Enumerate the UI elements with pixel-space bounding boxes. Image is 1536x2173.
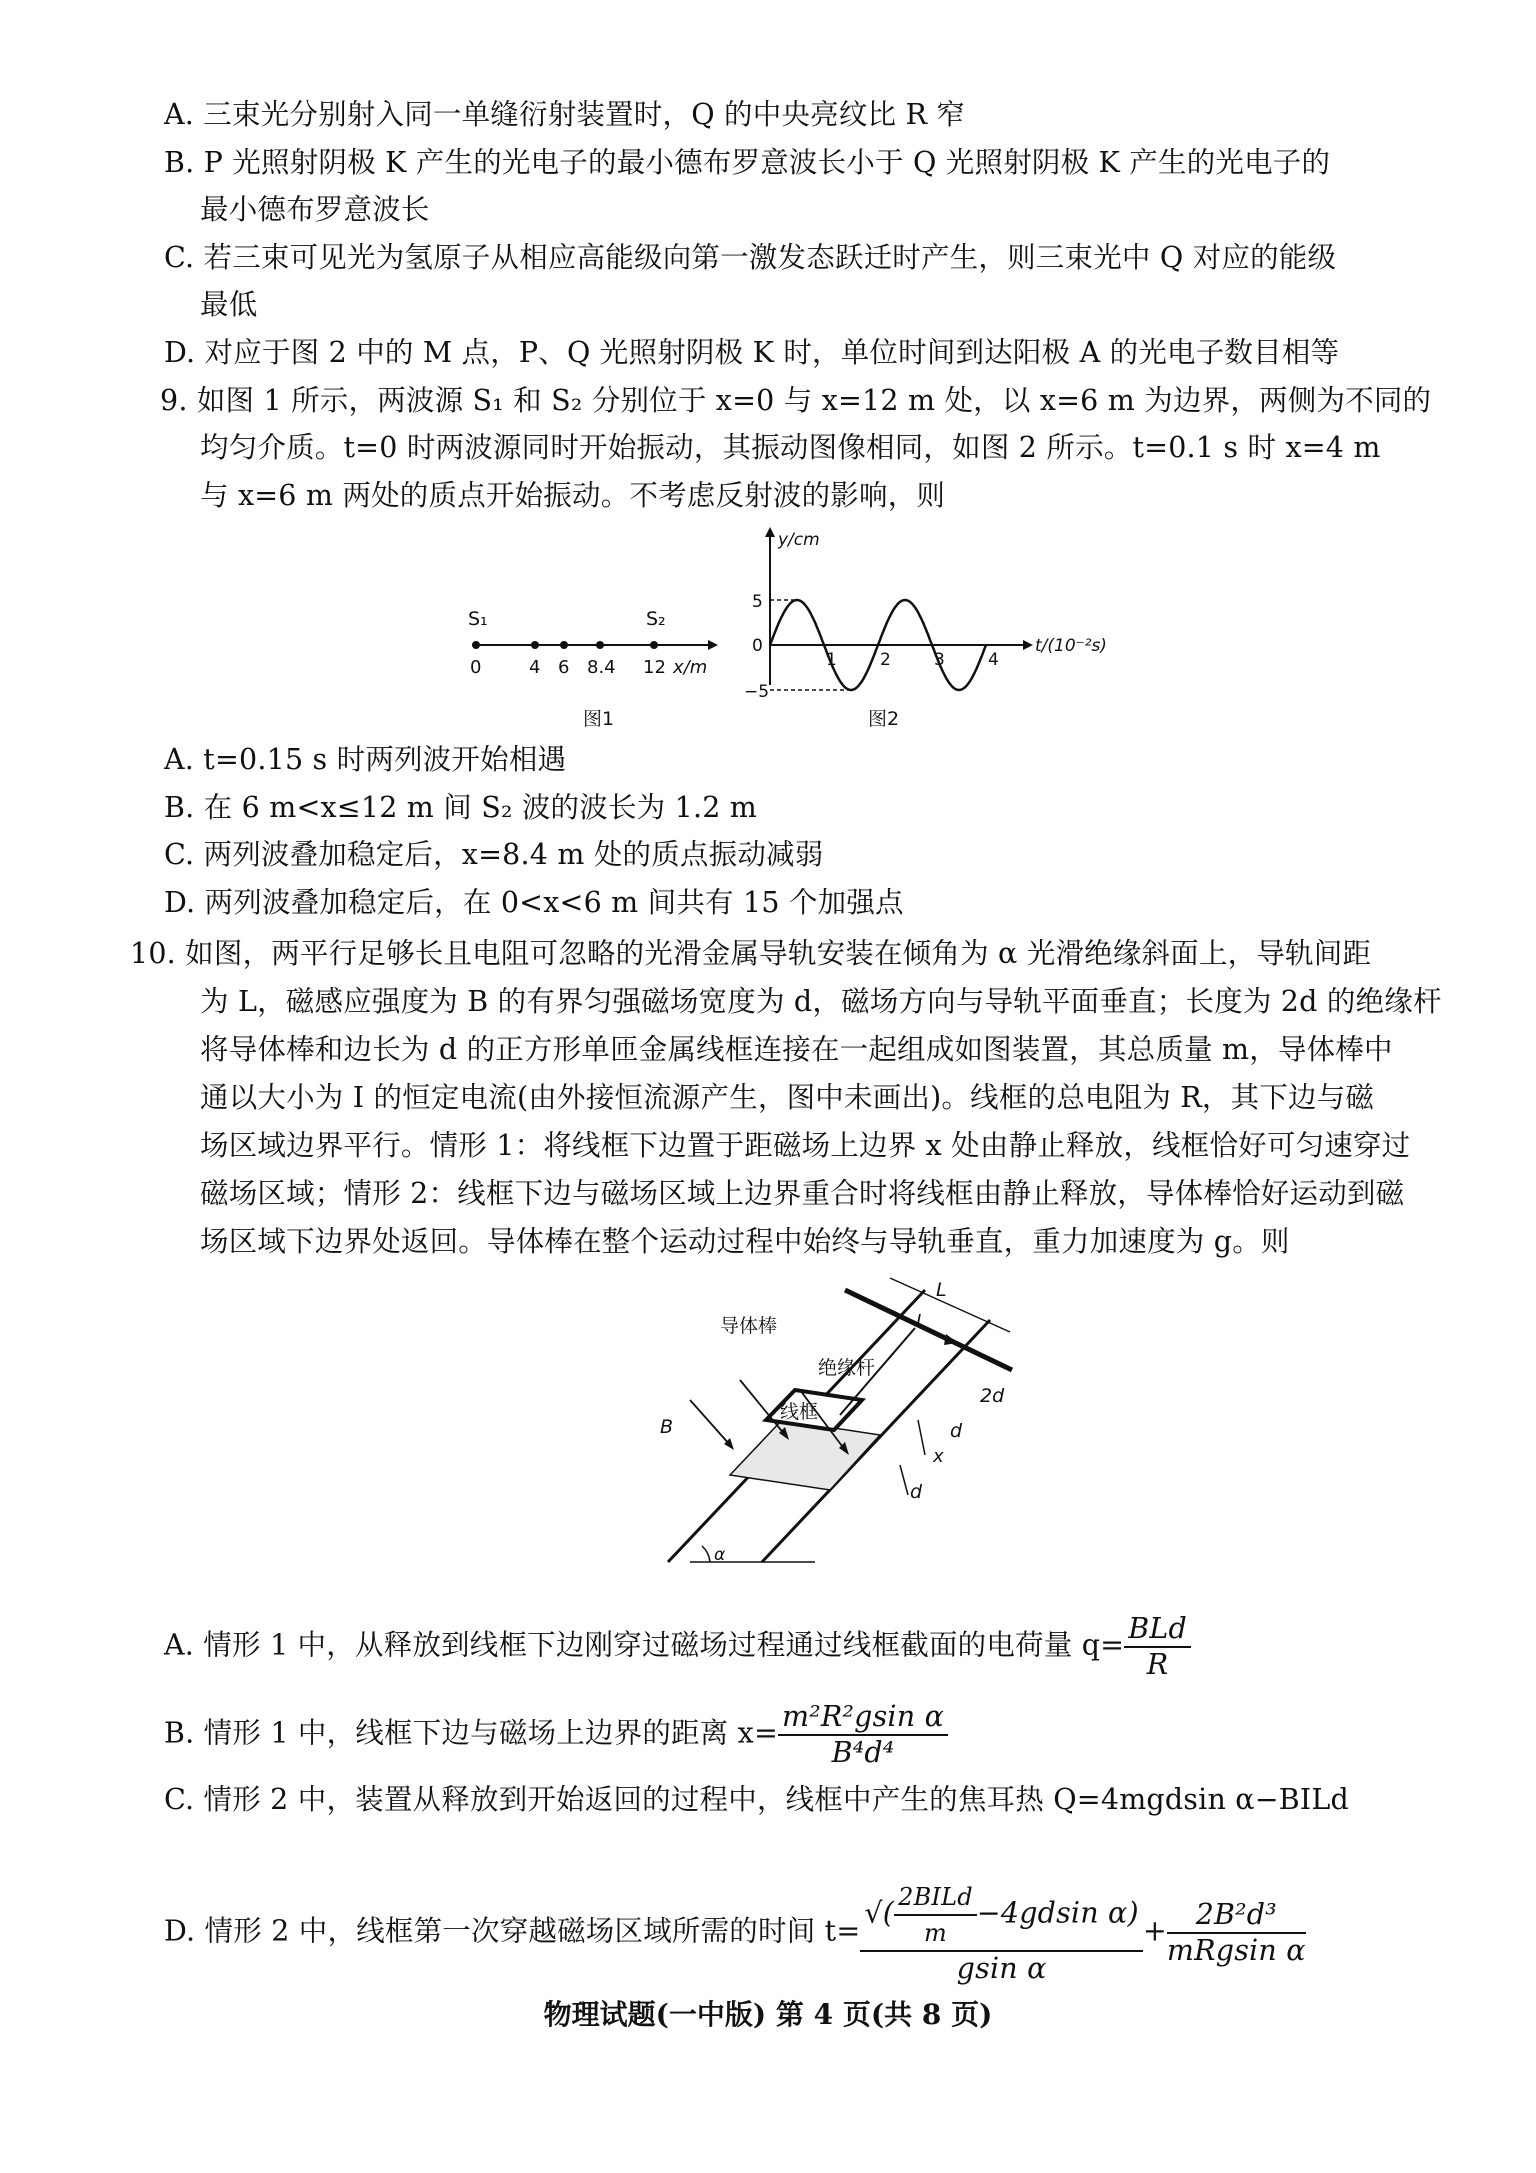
frame-label: 线框: [780, 1401, 819, 1423]
q10-option-d-fraction1: [860, 1880, 1142, 1986]
q10-stem-3: 将导体棒和边长为 d 的正方形单匝金属线框连接在一起组成如图装置，其总质量 m，导体棒中: [200, 1033, 1393, 1066]
q10-option-b: [164, 1700, 948, 1770]
q10-option-d: [164, 1880, 1306, 1986]
q10-d-inner-den: m: [923, 1919, 947, 1947]
d-label-lower: d: [910, 1481, 923, 1503]
2d-label: 2d: [980, 1385, 1005, 1407]
q10-option-b-text: B. 情形 1 中，线框下边与磁场上边界的距离 x=: [164, 1716, 779, 1750]
bar-label: 绝缘杆: [818, 1357, 876, 1379]
fig2-x-tick: 2: [880, 650, 891, 670]
q10-stem-4: 通以大小为 I 的恒定电流(由外接恒流源产生，图中未画出)。线框的总电阻为 R，其下边与磁: [200, 1081, 1375, 1114]
q10-d-sqrt: √( $\frac{\text{2BILd}}{m}$ −4gdsin α): [860, 1880, 1142, 1952]
q10-option-a: [164, 1612, 1191, 1682]
fig1-tick: 8.4: [587, 657, 616, 678]
fig1-axis-diagram: [468, 608, 718, 730]
q10-d-plus: +: [1142, 1914, 1167, 1948]
B-label: B: [660, 1416, 674, 1438]
fig1-tick: 6: [558, 657, 570, 678]
q9-option-b: B. 在 6 m<x≤12 m 间 S₂ 波的波长为 1.2 m: [164, 791, 758, 824]
q10-stem-7: 场区域下边界处返回。导体棒在整个运动过程中始终与导轨垂直，重力加速度为 g。则: [200, 1225, 1290, 1258]
x-label: x: [933, 1446, 944, 1467]
q9-option-d: D. 两列波叠加稳定后，在 0<x<6 m 间共有 15 个加强点: [164, 886, 904, 919]
q10-option-d-text: D. 情形 2 中，线框第一次穿越磁场区域所需的时间 t=: [164, 1914, 861, 1948]
fig2-x-tick: 1: [826, 650, 837, 670]
fig2-y-tick: 0: [752, 636, 763, 656]
L-label: L: [936, 1279, 947, 1301]
q10-d-inner-rest: −4gdsin α: [976, 1896, 1128, 1930]
q8-option-b-cont: 最小德布罗意波长: [200, 193, 430, 226]
q8-option-c-cont: 最低: [200, 288, 258, 321]
q9-option-a: A. t=0.15 s 时两列波开始相遇: [164, 743, 567, 776]
fig1-tick: 12: [643, 657, 666, 678]
q10-option-d-fraction2: [1167, 1898, 1306, 1968]
fig2-caption: 图2: [868, 708, 900, 730]
rod-label: 导体棒: [720, 1315, 778, 1337]
q9-figures: [440, 525, 1160, 740]
q10-option-c: C. 情形 2 中，装置从释放到开始返回的过程中，线框中产生的焦耳热 Q=4mgdsin α−BILd: [164, 1783, 1349, 1816]
q10-option-a-text: A. 情形 1 中，从释放到线框下边刚穿过磁场过程通过线框截面的电荷量 q=: [164, 1628, 1125, 1662]
q10-stem-1: 10. 如图，两平行足够长且电阻可忽略的光滑金属导轨安装在倾角为 α 光滑绝缘斜面上，导轨间距: [130, 937, 1372, 970]
fig2-x-tick: 3: [934, 650, 945, 670]
q10-stem-5: 场区域边界平行。情形 1：将线框下边置于距磁场上边界 x 处由静止释放，线框恰好可匀速穿过: [200, 1129, 1411, 1162]
fig2-y-tick: 5: [752, 592, 763, 612]
q10-d-inner-num: 2BILd: [894, 1880, 977, 1916]
d-label-upper: d: [950, 1420, 963, 1442]
fig1-s2-label: S₂: [646, 608, 666, 630]
fig1-s1-label: S₁: [468, 608, 488, 630]
q9-stem-1: 9. 如图 1 所示，两波源 S₁ 和 S₂ 分别位于 x=0 与 x=12 m 处，以 x=6 m 为边界，两侧为不同的: [160, 384, 1432, 417]
q10-incline-diagram: [650, 1270, 1030, 1600]
q10-option-a-fraction: [1124, 1612, 1191, 1682]
fig2-y-tick: −5: [744, 682, 770, 702]
q9-option-c: C. 两列波叠加稳定后，x=8.4 m 处的质点振动减弱: [164, 838, 824, 871]
fig2-x-tick: 4: [988, 650, 999, 670]
q8-option-d: D. 对应于图 2 中的 M 点，P、Q 光照射阴极 K 时，单位时间到达阳极 A 的光电子数目相等: [164, 336, 1340, 369]
fig1-tick: 0: [470, 657, 482, 678]
fig1-caption: 图1: [583, 708, 615, 730]
fig1-axis-label: x/m: [673, 657, 708, 678]
q10-b-denominator: B⁴d⁴: [831, 1736, 895, 1769]
alpha-label: α: [714, 1545, 726, 1565]
q9-stem-3: 与 x=6 m 两处的质点开始振动。不考虑反射波的影响，则: [200, 479, 946, 512]
page-footer: 物理试题(一中版) 第 4 页(共 8 页): [543, 1998, 993, 2031]
fig1-tick: 4: [529, 657, 541, 678]
q10-d2-num: 2B²d³: [1167, 1898, 1306, 1934]
q10-d2-den: mRgsin α: [1166, 1934, 1306, 1967]
q10-d-den: gsin α: [956, 1952, 1047, 1985]
q10-stem-2: 为 L，磁感应强度为 B 的有界匀强磁场宽度为 d，磁场方向与导轨平面垂直；长度为 2d 的绝缘杆: [200, 985, 1442, 1018]
q10-a-numerator: BLd: [1124, 1612, 1191, 1648]
fig2-vibration-graph: [744, 527, 1107, 730]
q10-b-numerator: m²R²gsin α: [778, 1700, 948, 1736]
q8-option-c: C. 若三束可见光为氢原子从相应高能级向第一激发态跃迁时产生，则三束光中 Q 对应的能级: [164, 241, 1337, 274]
q10-stem-6: 磁场区域；情形 2：线框下边与磁场区域上边界重合时将线框由静止释放，导体棒恰好运动到磁: [200, 1177, 1405, 1210]
q8-option-b: B. P 光照射阴极 K 产生的光电子的最小德布罗意波长小于 Q 光照射阴极 K 产生的光电子的: [164, 146, 1331, 179]
fig2-x-label: t/(10⁻²s): [1035, 636, 1107, 656]
q8-option-a: A. 三束光分别射入同一单缝衍射装置时，Q 的中央亮纹比 R 窄: [164, 98, 966, 131]
q10-a-denominator: R: [1146, 1648, 1169, 1681]
fig2-y-label: y/cm: [778, 530, 820, 550]
q9-stem-2: 均匀介质。t=0 时两波源同时开始振动，其振动图像相同，如图 2 所示。t=0.1 s 时 x=4 m: [200, 431, 1381, 464]
I-label: I: [916, 1311, 922, 1332]
q10-option-b-fraction: [778, 1700, 948, 1770]
